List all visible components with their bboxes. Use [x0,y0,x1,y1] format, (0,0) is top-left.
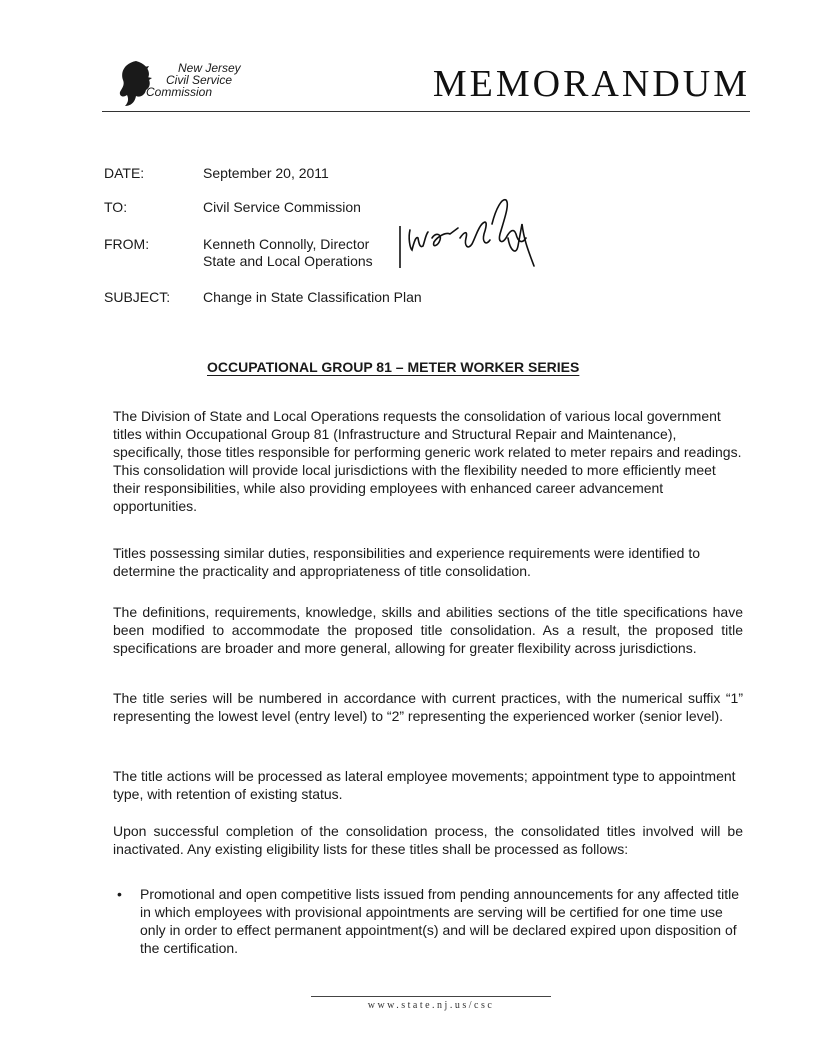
list-item-text: Promotional and open competitive lists issued from pending announcements for any affected title in which employees with provisional appointments are serving will be certified for one time use only in order to effect permanent appointment(s) and will be declared expired upon disposition of the certification. [140,886,739,956]
header-divider [102,111,750,112]
handwritten-signature [398,194,536,268]
org-name-line-1: New Jersey [178,61,241,75]
memo-title: MEMORANDUM [432,63,750,105]
paragraph-4: The title series will be numbered in accordance with current practices, with the numerical suffix “1” representing the lowest level (entry level) to “2” representing the experienced worker (senior level). [113,690,743,724]
from-value-line1: Kenneth Connolly, Director [203,236,370,252]
date-value: September 20, 2011 [203,165,329,181]
to-value: Civil Service Commission [203,199,361,215]
subject-value: Change in State Classification Plan [203,289,422,305]
paragraph-5: The title actions will be processed as lateral employee movements; appointment type to appointment type, with retention of existing status. [113,768,736,802]
letterhead [102,54,752,114]
subject-label: SUBJECT: [104,289,171,305]
org-name-line-2: Civil Service [166,73,233,87]
date-label: DATE: [104,165,145,181]
footer-url: www.state.nj.us/csc [367,1000,495,1011]
paragraph-1: The Division of State and Local Operations requests the consolidation of various local government titles within Occupational Group 81 (Infrastructure and Structural Repair and Maintenance), specifically, those titles responsible for performing generic work related to meter repairs and readings. This consolidation will provide local jurisdictions with the flexibility needed to more efficiently meet their responsibilities, while also providing employees with enhanced career advancement opportunities. [113,408,742,514]
section-heading: OCCUPATIONAL GROUP 81 – METER WORKER SERIES [207,359,580,375]
paragraph-3: The definitions, requirements, knowledge, skills and abilities sections of the title specifications have been modified to accommodate the proposed title consolidation. As a result, the proposed title specifications are broader and more general, allowing for greater flexibility across jurisdictions. [113,604,743,656]
bullet-icon: • [117,886,122,902]
org-name-line-3: Commission [146,85,213,99]
from-value-line2: State and Local Operations [203,253,373,269]
paragraph-6: Upon successful completion of the consolidation process, the consolidated titles involved will be inactivated. Any existing eligibility lists for these titles shall be processed as follows: [113,823,743,857]
organization-name [146,62,241,98]
paragraph-2: Titles possessing similar duties, responsibilities and experience requirements were identified to determine the practicality and appropriateness of title consolidation. [113,545,700,579]
to-label: TO: [104,199,128,215]
from-label: FROM: [104,236,150,252]
footer-divider [311,996,551,997]
